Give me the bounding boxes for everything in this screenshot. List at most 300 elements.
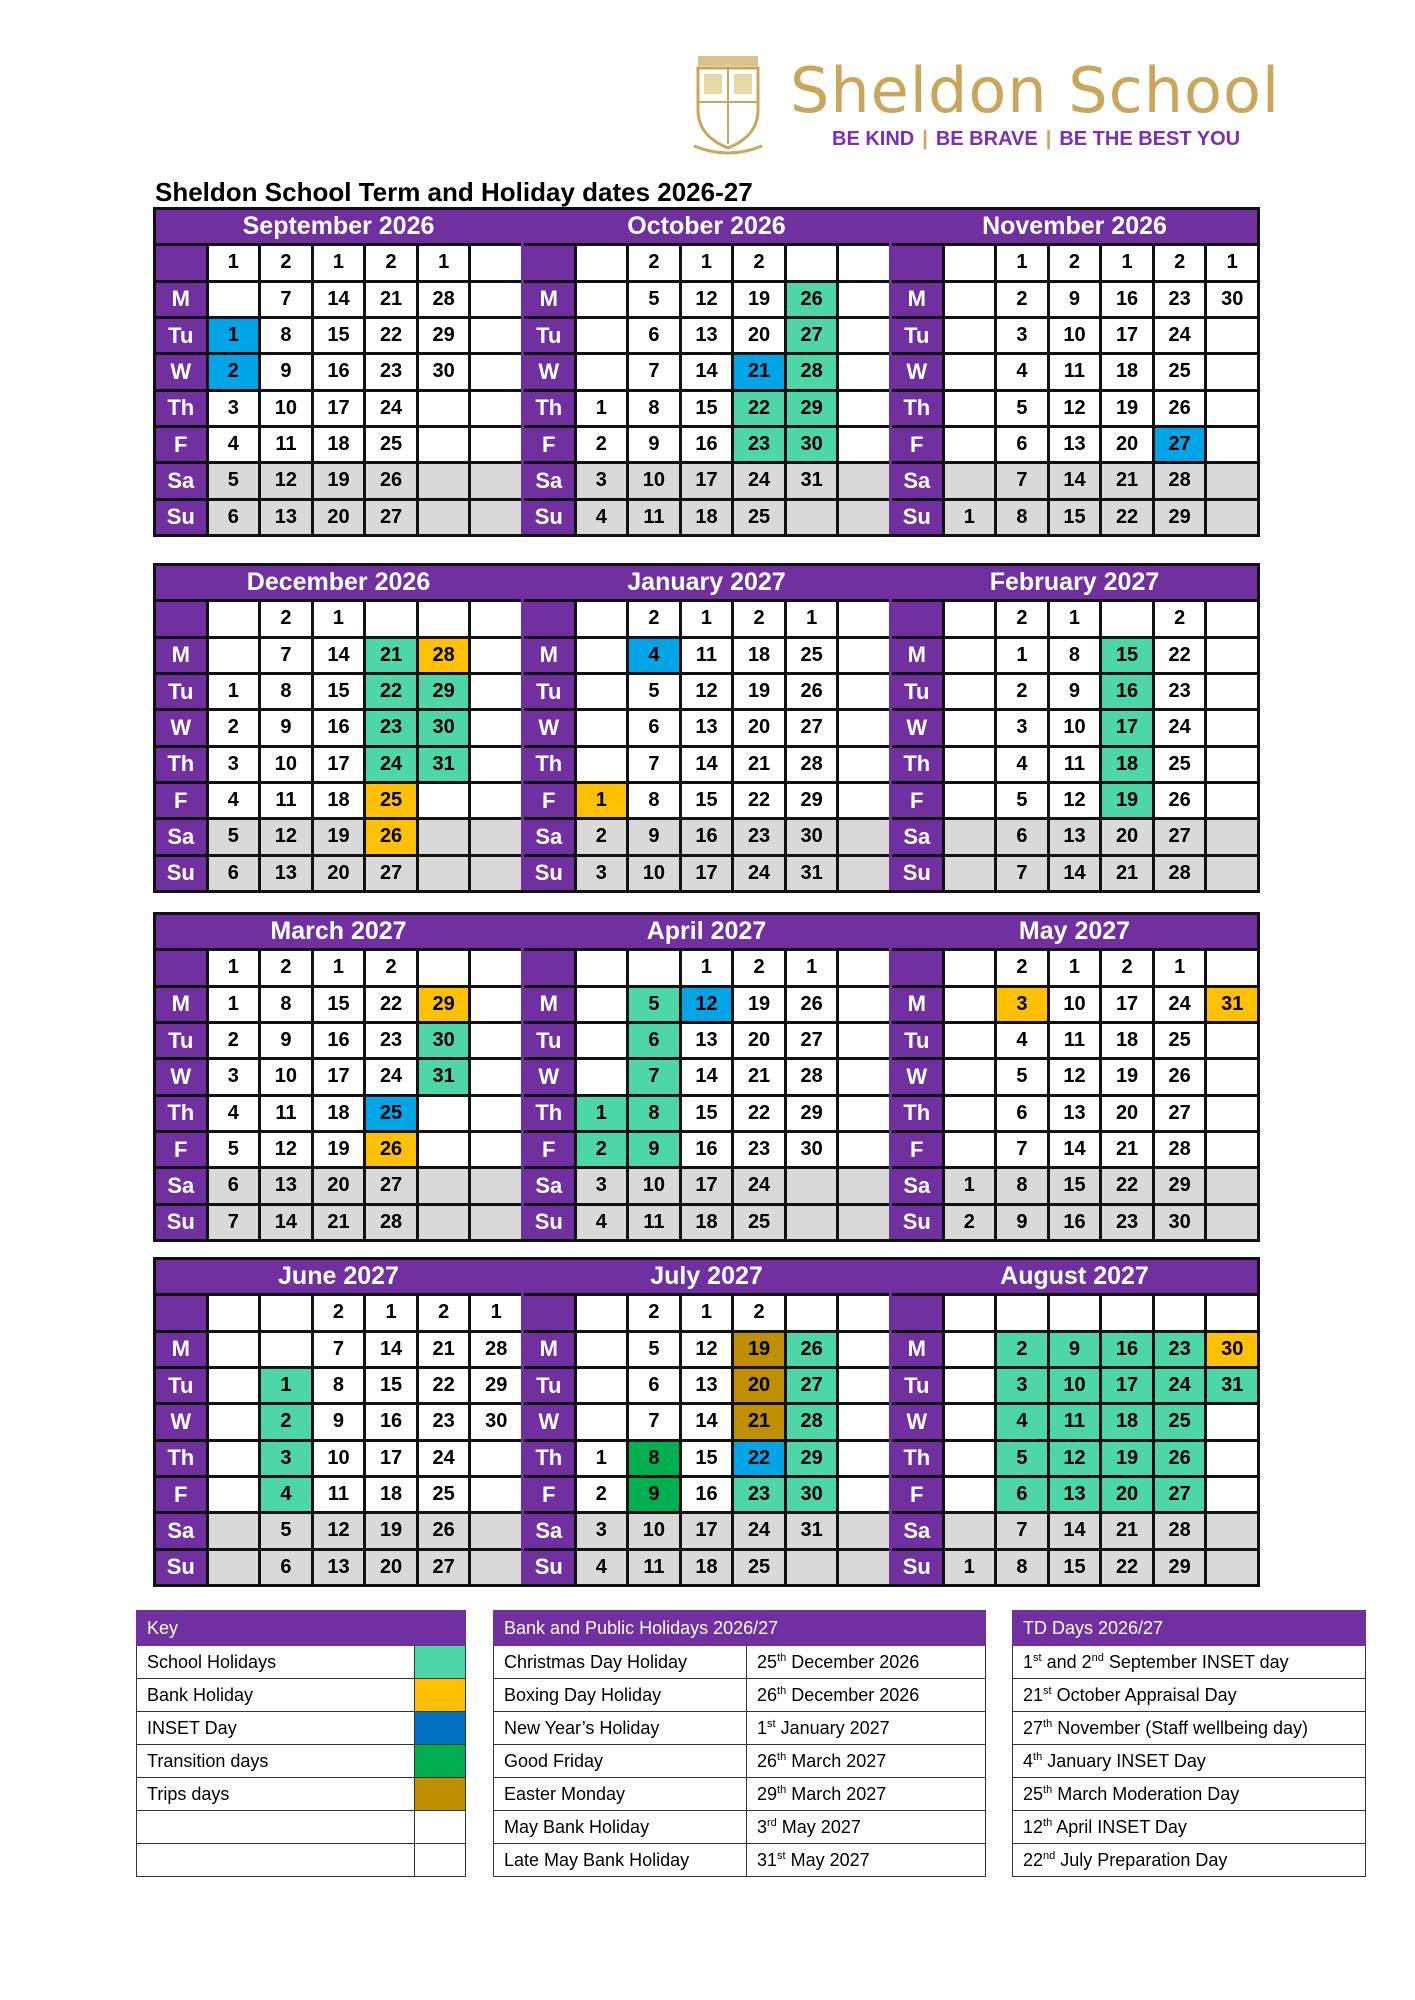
date-cell: 1 [997, 639, 1047, 672]
date-cell: 24 [419, 1442, 469, 1475]
date-cell [1207, 464, 1257, 497]
day-label: Tu [156, 319, 206, 352]
logo-tagline: BE KIND | BE BRAVE | BE THE BEST YOU [832, 128, 1241, 150]
date-cell [945, 857, 995, 890]
date-cell: 26 [787, 988, 837, 1021]
date-cell: 4 [261, 1478, 311, 1511]
date-cell: 5 [629, 283, 679, 316]
day-label: Tu [156, 675, 206, 708]
date-cell: 16 [682, 820, 732, 853]
date-cell: 29 [787, 1442, 837, 1475]
month-title: December 2026 [156, 566, 521, 599]
date-cell: 8 [629, 784, 679, 817]
date-cell [839, 428, 889, 461]
day-label: F [156, 1133, 206, 1166]
date-cell [1207, 820, 1257, 853]
week-number-cell [209, 602, 259, 635]
month-title: January 2027 [524, 566, 889, 599]
date-cell: 27 [1155, 1478, 1205, 1511]
key-row [137, 1811, 466, 1844]
date-cell: 26 [366, 464, 416, 497]
date-cell: 29 [419, 988, 469, 1021]
date-cell: 21 [1102, 1514, 1152, 1547]
date-cell [577, 1405, 627, 1438]
week-number-cell [945, 246, 995, 279]
date-cell: 31 [787, 464, 837, 497]
date-cell [839, 1333, 889, 1366]
date-cell: 23 [734, 820, 784, 853]
month-title: October 2026 [524, 210, 889, 243]
date-cell [839, 639, 889, 672]
date-cell: 8 [629, 1097, 679, 1130]
week-number-cell: 2 [1155, 246, 1205, 279]
month-title: March 2027 [156, 915, 521, 948]
date-cell: 20 [1102, 820, 1152, 853]
date-cell: 15 [314, 319, 364, 352]
week-number-cell: 1 [1050, 951, 1100, 984]
date-cell: 28 [787, 1060, 837, 1093]
date-cell [209, 1369, 259, 1402]
date-cell: 1 [945, 501, 995, 534]
date-cell: 20 [314, 501, 364, 534]
date-cell: 10 [261, 392, 311, 425]
week-number-cell: 2 [1050, 246, 1100, 279]
date-cell [419, 1206, 469, 1239]
date-cell [945, 639, 995, 672]
date-cell [577, 319, 627, 352]
day-label: M [892, 283, 942, 316]
date-cell: 27 [366, 1169, 416, 1202]
date-cell: 14 [682, 355, 732, 388]
date-cell: 8 [629, 392, 679, 425]
day-label: Th [524, 1097, 574, 1130]
date-cell [945, 464, 995, 497]
key-row [137, 1844, 466, 1877]
date-cell: 2 [261, 1405, 311, 1438]
date-cell: 11 [261, 784, 311, 817]
date-cell: 31 [419, 1060, 469, 1093]
date-cell: 27 [366, 857, 416, 890]
date-cell: 14 [314, 639, 364, 672]
week-number-cell: 2 [734, 602, 784, 635]
date-cell: 28 [1155, 1133, 1205, 1166]
date-cell [839, 988, 889, 1021]
day-label: F [892, 428, 942, 461]
date-cell: 19 [1102, 1442, 1152, 1475]
week-number-cell [471, 246, 521, 279]
date-cell [1207, 319, 1257, 352]
date-cell: 28 [787, 748, 837, 781]
date-cell: 29 [1155, 1551, 1205, 1584]
date-cell: 14 [261, 1206, 311, 1239]
date-cell [839, 748, 889, 781]
week-number-cell: 2 [261, 951, 311, 984]
date-cell: 6 [629, 1024, 679, 1057]
day-label: Su [892, 857, 942, 890]
date-cell: 30 [787, 1133, 837, 1166]
week-number-cell: 2 [1102, 951, 1152, 984]
date-cell: 21 [1102, 464, 1152, 497]
week-number-cell: 1 [209, 951, 259, 984]
date-cell: 21 [366, 283, 416, 316]
month-block [156, 915, 521, 1239]
date-cell: 5 [997, 784, 1047, 817]
date-cell: 19 [1102, 1060, 1152, 1093]
key-swatch [415, 1646, 466, 1679]
day-label: W [156, 711, 206, 744]
date-cell [471, 392, 521, 425]
date-cell: 7 [629, 1405, 679, 1438]
date-cell: 18 [682, 1551, 732, 1584]
week-number-cell [1102, 602, 1152, 635]
date-cell: 25 [366, 1097, 416, 1130]
date-cell: 18 [682, 1206, 732, 1239]
date-cell: 10 [314, 1442, 364, 1475]
date-cell: 24 [366, 748, 416, 781]
day-label: M [156, 1333, 206, 1366]
date-cell: 21 [1102, 1133, 1152, 1166]
date-cell: 16 [682, 1133, 732, 1166]
day-label: M [892, 1333, 942, 1366]
date-cell: 12 [314, 1514, 364, 1547]
week-number-cell [524, 246, 574, 279]
date-cell [945, 1514, 995, 1547]
date-cell: 22 [734, 392, 784, 425]
week-number-cell: 2 [629, 246, 679, 279]
week-number-cell: 2 [419, 1296, 469, 1329]
bank-holiday-row [494, 1745, 986, 1778]
date-cell [839, 319, 889, 352]
date-cell: 4 [997, 1024, 1047, 1057]
bank-holiday-name: Easter Monday [494, 1778, 747, 1811]
date-cell: 9 [1050, 1333, 1100, 1366]
date-cell: 16 [1102, 283, 1152, 316]
date-cell: 22 [366, 988, 416, 1021]
date-cell: 4 [997, 355, 1047, 388]
date-cell: 1 [577, 1442, 627, 1475]
week-number-cell [839, 1296, 889, 1329]
week-number-cell: 1 [314, 602, 364, 635]
week-number-cell [524, 1296, 574, 1329]
date-cell: 30 [787, 428, 837, 461]
date-cell: 8 [997, 501, 1047, 534]
week-number-cell: 1 [209, 246, 259, 279]
date-cell: 20 [734, 1024, 784, 1057]
date-cell [577, 1369, 627, 1402]
date-cell: 16 [682, 1478, 732, 1511]
day-label: Su [524, 1206, 574, 1239]
date-cell: 23 [366, 711, 416, 744]
date-cell: 6 [997, 428, 1047, 461]
day-label: W [156, 355, 206, 388]
date-cell [945, 988, 995, 1021]
date-cell [945, 1333, 995, 1366]
day-label: Su [892, 501, 942, 534]
date-cell [945, 319, 995, 352]
date-cell: 24 [734, 464, 784, 497]
date-cell: 13 [682, 1369, 732, 1402]
date-cell: 7 [209, 1206, 259, 1239]
date-cell: 25 [366, 428, 416, 461]
date-cell: 17 [366, 1442, 416, 1475]
date-cell [1207, 355, 1257, 388]
bank-holiday-date: 1st January 2027 [747, 1712, 986, 1745]
day-label: Tu [892, 675, 942, 708]
date-cell [1207, 711, 1257, 744]
day-label: Th [156, 392, 206, 425]
week-number-cell [577, 602, 627, 635]
day-label: W [892, 355, 942, 388]
week-number-cell [892, 246, 942, 279]
date-cell: 14 [1050, 1514, 1100, 1547]
date-cell [1207, 1206, 1257, 1239]
date-cell [471, 675, 521, 708]
day-label: Sa [156, 820, 206, 853]
date-cell [577, 355, 627, 388]
week-number-cell: 1 [1207, 246, 1257, 279]
date-cell: 18 [1102, 1024, 1152, 1057]
week-number-cell: 2 [1155, 602, 1205, 635]
date-cell: 5 [997, 392, 1047, 425]
date-cell: 6 [261, 1551, 311, 1584]
week-number-cell [945, 1296, 995, 1329]
month-title: November 2026 [892, 210, 1257, 243]
week-number-cell [209, 1296, 259, 1329]
date-cell: 31 [787, 1514, 837, 1547]
date-cell: 22 [1102, 501, 1152, 534]
day-label: Th [892, 748, 942, 781]
week-number-cell: 2 [629, 602, 679, 635]
date-cell: 11 [629, 1551, 679, 1584]
date-cell [471, 355, 521, 388]
date-cell: 20 [734, 711, 784, 744]
date-cell: 8 [314, 1369, 364, 1402]
date-cell: 18 [734, 639, 784, 672]
date-cell: 25 [366, 784, 416, 817]
week-number-cell: 2 [997, 602, 1047, 635]
date-cell: 1 [577, 784, 627, 817]
week-number-cell [1050, 1296, 1100, 1329]
date-cell: 7 [314, 1333, 364, 1366]
week-number-cell: 2 [997, 951, 1047, 984]
date-cell: 28 [419, 639, 469, 672]
date-cell [471, 1169, 521, 1202]
key-table [136, 1610, 466, 1877]
date-cell [577, 283, 627, 316]
date-cell: 6 [629, 319, 679, 352]
page-title: Sheldon School Term and Holiday dates 2026-27 [155, 177, 753, 207]
date-cell [471, 319, 521, 352]
date-cell: 29 [787, 392, 837, 425]
date-cell: 20 [734, 1369, 784, 1402]
week-number-cell [1207, 602, 1257, 635]
date-cell [471, 1551, 521, 1584]
day-label: W [524, 711, 574, 744]
date-cell: 4 [577, 1206, 627, 1239]
day-label: Tu [156, 1369, 206, 1402]
date-cell: 12 [682, 283, 732, 316]
day-label: Sa [524, 820, 574, 853]
date-cell: 15 [682, 784, 732, 817]
date-cell: 5 [629, 675, 679, 708]
date-cell: 18 [314, 428, 364, 461]
date-cell: 19 [1102, 784, 1152, 817]
week-number-cell [945, 951, 995, 984]
date-cell: 17 [1102, 319, 1152, 352]
date-cell [419, 428, 469, 461]
date-cell [945, 820, 995, 853]
week-number-cell [419, 602, 469, 635]
date-cell: 10 [1050, 1369, 1100, 1402]
date-cell: 3 [997, 1369, 1047, 1402]
date-cell: 10 [629, 857, 679, 890]
date-cell [209, 1405, 259, 1438]
date-cell [945, 1097, 995, 1130]
date-cell [787, 1551, 837, 1584]
date-cell: 30 [419, 1024, 469, 1057]
date-cell: 13 [261, 1169, 311, 1202]
date-cell: 25 [787, 639, 837, 672]
date-cell: 3 [997, 319, 1047, 352]
date-cell: 29 [787, 784, 837, 817]
date-cell: 7 [997, 1514, 1047, 1547]
week-number-cell [629, 951, 679, 984]
date-cell [419, 1133, 469, 1166]
date-cell: 25 [734, 501, 784, 534]
bank-holiday-date: 3rd May 2027 [747, 1811, 986, 1844]
td-day-text: 4th January INSET Day [1013, 1745, 1366, 1778]
date-cell: 5 [997, 1442, 1047, 1475]
day-label: Th [892, 1097, 942, 1130]
date-cell: 1 [945, 1169, 995, 1202]
month-block [156, 1260, 521, 1584]
date-cell: 27 [1155, 1097, 1205, 1130]
date-cell: 14 [366, 1333, 416, 1366]
date-cell [839, 392, 889, 425]
date-cell: 15 [1050, 1551, 1100, 1584]
date-cell [1207, 1405, 1257, 1438]
day-label: M [156, 639, 206, 672]
date-cell [1207, 501, 1257, 534]
week-number-cell: 1 [682, 951, 732, 984]
date-cell [839, 1514, 889, 1547]
date-cell: 19 [734, 283, 784, 316]
week-number-cell: 1 [1102, 246, 1152, 279]
date-cell: 7 [997, 464, 1047, 497]
date-cell: 9 [997, 1206, 1047, 1239]
td-day-text: 22nd July Preparation Day [1013, 1844, 1366, 1877]
date-cell: 9 [1050, 675, 1100, 708]
date-cell [577, 1024, 627, 1057]
day-label: Tu [524, 1024, 574, 1057]
key-label: School Holidays [137, 1646, 415, 1679]
date-cell [419, 1097, 469, 1130]
week-number-cell: 1 [366, 1296, 416, 1329]
date-cell: 24 [734, 1169, 784, 1202]
date-cell [471, 988, 521, 1021]
date-cell: 26 [787, 675, 837, 708]
day-label: Sa [892, 820, 942, 853]
week-number-cell [471, 951, 521, 984]
day-label: Tu [892, 1369, 942, 1402]
key-swatch [415, 1778, 466, 1811]
key-label [137, 1811, 415, 1844]
day-label: F [156, 784, 206, 817]
date-cell: 9 [314, 1405, 364, 1438]
bank-holiday-row [494, 1778, 986, 1811]
week-number-cell [524, 951, 574, 984]
day-label: Sa [156, 464, 206, 497]
date-cell [471, 1060, 521, 1093]
date-cell: 13 [1050, 820, 1100, 853]
date-cell: 30 [787, 1478, 837, 1511]
date-cell: 15 [1102, 639, 1152, 672]
date-cell [1207, 428, 1257, 461]
date-cell: 1 [945, 1551, 995, 1584]
calendar-band [153, 1257, 1260, 1587]
date-cell [1207, 1514, 1257, 1547]
month-block [524, 1260, 889, 1584]
date-cell: 10 [261, 1060, 311, 1093]
date-cell: 2 [209, 355, 259, 388]
week-number-cell [787, 246, 837, 279]
date-cell: 19 [314, 1133, 364, 1166]
date-cell: 21 [734, 1060, 784, 1093]
date-cell: 20 [1102, 1097, 1152, 1130]
date-cell [945, 1405, 995, 1438]
date-cell: 11 [261, 1097, 311, 1130]
week-number-cell: 2 [261, 246, 311, 279]
key-label [137, 1844, 415, 1877]
date-cell: 19 [1102, 392, 1152, 425]
week-number-cell [156, 246, 206, 279]
date-cell: 9 [629, 1133, 679, 1166]
date-cell: 30 [419, 355, 469, 388]
key-label: Trips days [137, 1778, 415, 1811]
date-cell [471, 1133, 521, 1166]
date-cell: 16 [1102, 1333, 1152, 1366]
date-cell: 28 [366, 1206, 416, 1239]
date-cell: 15 [1050, 501, 1100, 534]
date-cell: 10 [1050, 319, 1100, 352]
date-cell [209, 1514, 259, 1547]
month-block [524, 566, 889, 890]
date-cell [1207, 857, 1257, 890]
date-cell [839, 355, 889, 388]
date-cell [577, 1333, 627, 1366]
date-cell [839, 283, 889, 316]
month-title: May 2027 [892, 915, 1257, 948]
date-cell: 28 [471, 1333, 521, 1366]
bank-holiday-row [494, 1712, 986, 1745]
day-label: M [524, 1333, 574, 1366]
date-cell: 13 [682, 319, 732, 352]
week-number-cell [577, 951, 627, 984]
day-label: Su [524, 857, 574, 890]
week-number-cell [471, 602, 521, 635]
date-cell [1207, 784, 1257, 817]
date-cell [839, 1097, 889, 1130]
date-cell: 17 [682, 1169, 732, 1202]
date-cell: 18 [1102, 748, 1152, 781]
date-cell: 9 [261, 711, 311, 744]
date-cell: 17 [1102, 988, 1152, 1021]
date-cell: 1 [577, 392, 627, 425]
week-number-cell: 1 [682, 602, 732, 635]
week-number-cell [419, 951, 469, 984]
td-day-row [1013, 1778, 1366, 1811]
date-cell: 31 [787, 857, 837, 890]
